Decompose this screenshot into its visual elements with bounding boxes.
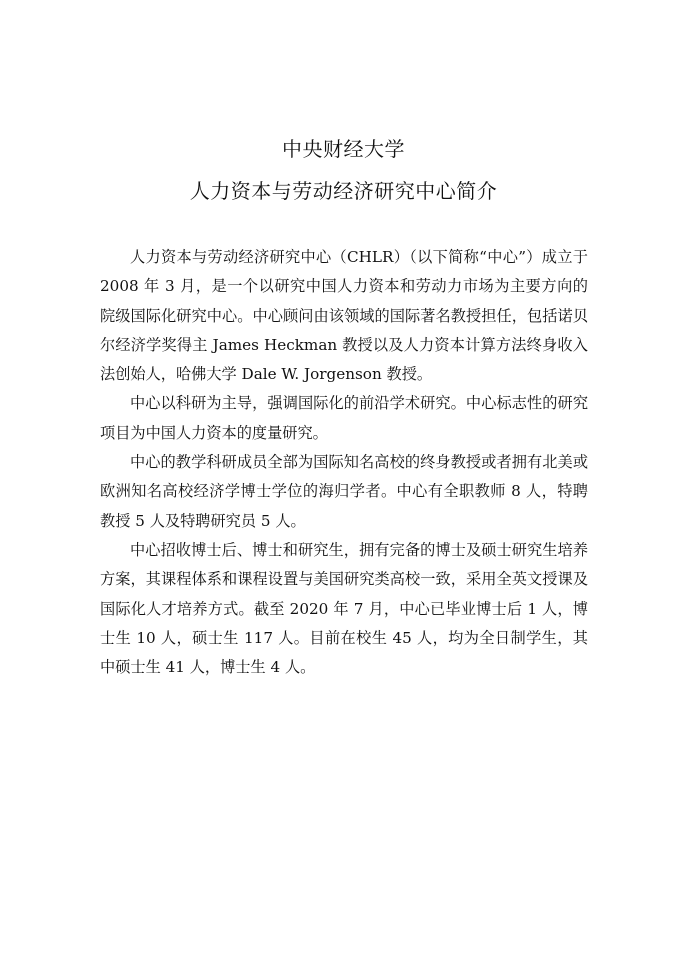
document-body	[100, 243, 588, 682]
paragraph-students: 中心招收博士后、博士和研究生，拥有完备的博士及硕士研究生培养方案，其课程体系和课程设置与美国研究类高校一致，采用全英文授课及国际化人才培养方式。截至 2020 年 7 月，中心已毕业博士后 1 人，博士生 10 人，硕士生 117 人。目前在校生 45 人，均为全日制学生，其中硕士生 41 人，博士生 4 人。	[100, 540, 588, 677]
paragraph-research: 中心以科研为主导，强调国际化的前沿学术研究。中心标志性的研究项目为中国人力资本的度量研究。	[100, 394, 588, 442]
document-title: 中央财经大学	[282, 137, 405, 161]
paragraph-faculty: 中心的教学科研成员全部为国际知名高校的终身教授或者拥有北美或欧洲知名高校经济学博士学位的海归学者。中心有全职教师 8 人，特聘教授 5 人及特聘研究员 5 人。	[100, 453, 588, 530]
paragraph-intro: 人力资本与劳动经济研究中心（CHLR）（以下简称“中心”）成立于 2008 年 3 月，是一个以研究中国人力资本和劳动力市场为主要方向的院级国际化研究中心。中心顾问由该领域的国际著名教授担任，包括诺贝尔经济学奖得主 James Heckman 教授以及人力资本计算方法终身收入法创始人，哈佛大学 Dale W. Jorgenson 教授。	[100, 248, 588, 384]
document-subtitle: 人力资本与劳动经济研究中心简介	[189, 179, 498, 203]
